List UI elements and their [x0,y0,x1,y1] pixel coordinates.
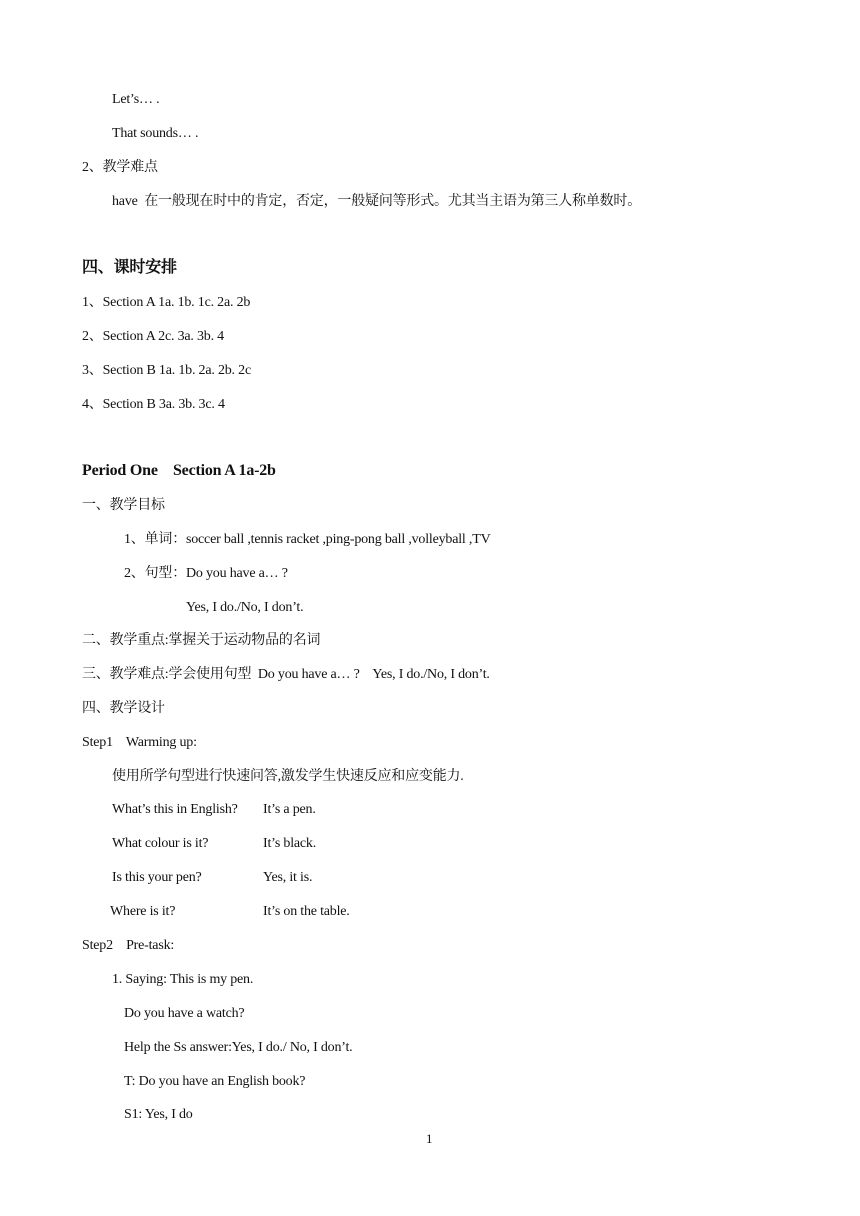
qa-answer: It’s a pen. [263,802,316,817]
qa-question: Is this your pen? [112,870,202,885]
goal-answer: Yes, I do./No, I don’t. [186,600,304,615]
section-heading-schedule: 四、课时安排 [82,259,177,276]
section-heading-difficulty: 2、教学难点 [82,160,158,175]
qa-pair [112,801,316,819]
difficulty-point: 三、教学难点:学会使用句型 Do you have a… ? Yes, I do./No, I don’t. [82,667,490,682]
qa-pair [112,869,312,887]
goal-words: 1、单词：soccer ball ,tennis racket ,ping-pong ball ,volleyball ,TV [124,532,491,547]
schedule-item-1: 1、Section A 1a. 1b. 1c. 2a. 2b [82,295,251,310]
saying-line: 1. Saying: This is my pen. [112,972,254,987]
qa-question: What colour is it? [112,836,209,851]
watch-question: Do you have a watch? [124,1006,245,1021]
qa-answer: It’s black. [263,836,317,851]
text-line-lets: Let’s… . [112,92,160,107]
help-line: Help the Ss answer:Yes, I do./ No, I don’t. [124,1040,353,1055]
section-heading-goals: 一、教学目标 [82,498,165,513]
key-point: 二、教学重点:掌握关于运动物品的名词 [82,633,321,648]
qa-pair [112,835,316,853]
student-answer: S1: Yes, I do [124,1107,193,1122]
qa-answer: Yes, it is. [263,870,313,885]
step1-description: 使用所学句型进行快速问答,激发学生快速反应和应变能力. [112,769,464,784]
schedule-item-4: 4、Section B 3a. 3b. 3c. 4 [82,397,225,412]
text-line-that-sounds: That sounds… . [112,126,199,141]
schedule-item-2: 2、Section A 2c. 3a. 3b. 4 [82,329,224,344]
qa-question: Where is it? [110,904,176,919]
teacher-question: T: Do you have an English book? [124,1074,306,1089]
qa-pair [110,903,350,921]
qa-answer: It’s on the table. [263,904,350,919]
schedule-item-3: 3、Section B 1a. 1b. 2a. 2b. 2c [82,363,251,378]
page-number: 1 [426,1131,433,1146]
period-heading: Period One Section A 1a-2b [82,462,276,479]
step1-heading: Step1 Warming up: [82,735,197,750]
goal-sentence: 2、句型：Do you have a… ? [124,566,288,581]
qa-question: What’s this in English? [112,802,238,817]
text-line-difficulty: have 在一般现在时中的肯定，否定，一般疑问等形式。尤其当主语为第三人称单数时。 [112,194,642,209]
step2-heading: Step2 Pre-task: [82,938,175,953]
section-heading-design: 四、教学设计 [82,701,165,716]
